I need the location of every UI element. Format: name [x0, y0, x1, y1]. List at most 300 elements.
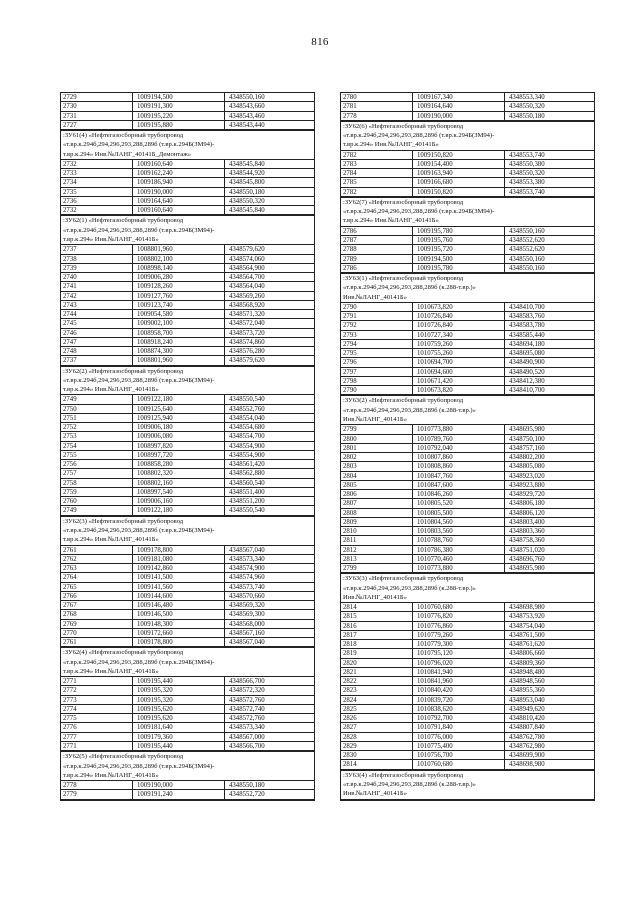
x-coordinate-cell: 1010791,840	[413, 723, 505, 731]
point-number-cell: 2730	[61, 102, 133, 110]
table-row	[61, 292, 314, 301]
table-row	[341, 640, 594, 649]
x-coordinate-cell: 1009148,300	[133, 620, 225, 628]
table-row	[61, 546, 314, 555]
table-row	[61, 488, 314, 497]
table-row	[61, 686, 314, 695]
parcel-header-line: :ЗУ62(1) «Нефтегазосборный трубопровод	[63, 217, 184, 225]
y-coordinate-cell: 4348552,720	[229, 791, 265, 799]
x-coordinate-cell: 1009006,080	[133, 432, 225, 440]
point-number-cell: 2745	[61, 319, 133, 327]
x-coordinate-cell: 1010673,820	[413, 386, 505, 394]
point-number-cell: 2802	[341, 453, 413, 461]
parcel-header-line: Инв.№ЛАНГ_40141Б»	[343, 790, 408, 798]
y-coordinate-cell: 4348550,180	[229, 188, 265, 196]
table-row	[61, 178, 314, 187]
parcel-header-line: «т.вр.к.294б,294,296,293,288,289б (к.288-т.вр.)»	[343, 781, 476, 788]
y-coordinate-cell: 4348550,180	[229, 782, 265, 790]
x-coordinate-cell: 1010773,880	[413, 564, 505, 572]
table-row	[61, 723, 314, 732]
parcel-header-line: т.вр.к.294» Инв.№ЛАНГ_40141Б»	[343, 217, 439, 225]
point-number-cell: 2786	[341, 264, 413, 272]
point-number-cell: 2737	[61, 356, 133, 364]
y-coordinate-cell: 4348574,960	[229, 574, 265, 582]
parcel-header	[61, 648, 314, 677]
table-row	[341, 546, 594, 555]
parcel-header-line: :ЗУ63(2) «Нефтегазосборный трубопровод	[343, 397, 464, 405]
point-number-cell: 2784	[341, 169, 413, 177]
y-coordinate-cell: 4348762,980	[509, 742, 545, 750]
point-number-cell: 2805	[341, 481, 413, 489]
point-number-cell: 2756	[61, 460, 133, 468]
parcel-header-line: :ЗУ62(6) «Нефтегазосборный трубопровод	[343, 122, 464, 130]
x-coordinate-cell: 1010804,560	[413, 518, 505, 526]
y-coordinate-cell: 4348553,740	[509, 188, 545, 196]
y-coordinate-cell: 4348810,420	[509, 715, 545, 723]
x-coordinate-cell: 1008801,960	[133, 245, 225, 253]
y-coordinate-cell: 4348948,480	[509, 668, 545, 676]
parcel-block	[60, 366, 315, 516]
x-coordinate-cell: 1010756,700	[413, 751, 505, 759]
y-coordinate-cell: 4348694,180	[509, 340, 545, 348]
x-coordinate-cell: 1009195,220	[133, 112, 225, 120]
table-row	[61, 206, 314, 215]
table-row	[61, 696, 314, 705]
point-number-cell: 2810	[341, 527, 413, 535]
point-number-cell: 2772	[61, 686, 133, 694]
point-number-cell: 2827	[341, 723, 413, 731]
x-coordinate-cell: 1010846,260	[413, 490, 505, 498]
parcel-header	[61, 216, 314, 245]
x-coordinate-cell: 1009160,640	[133, 206, 225, 214]
x-coordinate-cell: 1009122,180	[133, 506, 225, 514]
x-coordinate-cell: 1010776,860	[413, 622, 505, 630]
parcel-header	[341, 198, 594, 227]
x-coordinate-cell: 1010770,460	[413, 555, 505, 563]
point-number-cell: 2746	[61, 329, 133, 337]
y-coordinate-cell: 4348553,740	[509, 151, 545, 159]
x-coordinate-cell: 1009195,620	[133, 714, 225, 722]
point-number-cell: 2762	[61, 555, 133, 563]
table-row	[61, 310, 314, 319]
table-row	[341, 151, 594, 160]
left-coordinate-table	[60, 92, 315, 801]
parcel-header-line: т.вр.к.294» Инв.№ЛАНГ_40141Б_Демонтаж»	[63, 150, 192, 158]
x-coordinate-cell: 1010726,840	[413, 321, 505, 329]
x-coordinate-cell: 1009006,180	[133, 423, 225, 431]
parcel-block	[60, 751, 315, 800]
y-coordinate-cell: 4348543,660	[229, 103, 265, 111]
y-coordinate-cell: 4348567,000	[229, 733, 265, 741]
y-coordinate-cell: 4348572,040	[229, 320, 265, 328]
y-coordinate-cell: 4348550,160	[509, 264, 545, 272]
table-row	[61, 592, 314, 601]
point-number-cell: 2749	[61, 395, 133, 403]
y-coordinate-cell: 4348573,720	[229, 329, 265, 337]
y-coordinate-cell: 4348572,760	[229, 715, 265, 723]
x-coordinate-cell: 1009195,780	[413, 264, 505, 272]
x-coordinate-cell: 1009150,820	[413, 151, 505, 159]
table-row	[341, 705, 594, 714]
x-coordinate-cell: 1009146,500	[133, 610, 225, 618]
x-coordinate-cell: 1009142,860	[133, 564, 225, 572]
y-coordinate-cell: 4348544,920	[229, 170, 265, 178]
table-row	[61, 255, 314, 264]
y-coordinate-cell: 4348545,840	[229, 207, 265, 215]
parcel-header-line: «т.вр.к.294б,294,296,293,288,289б (к.288-т.вр.)»	[343, 284, 476, 292]
point-number-cell: 2829	[341, 742, 413, 750]
x-coordinate-cell: 1008802,160	[133, 479, 225, 487]
point-number-cell: 2757	[61, 469, 133, 477]
x-coordinate-cell: 1009141,560	[133, 583, 225, 591]
table-row	[341, 714, 594, 723]
table-row	[61, 460, 314, 469]
y-coordinate-cell: 4348805,080	[509, 463, 545, 471]
x-coordinate-cell: 1010775,400	[413, 742, 505, 750]
x-coordinate-cell: 1009166,680	[413, 178, 505, 186]
parcel-header	[61, 367, 314, 396]
x-coordinate-cell: 1009002,100	[133, 319, 225, 327]
parcel-header-line: т.вр.к.294» Инв.№ЛАНГ_40141Б»	[63, 536, 159, 544]
x-coordinate-cell: 1010779,300	[413, 640, 505, 648]
table-row	[341, 358, 594, 367]
parcel-block	[60, 130, 315, 215]
point-number-cell: 2816	[341, 622, 413, 630]
table-row	[61, 347, 314, 356]
y-coordinate-cell: 4348574,900	[229, 565, 265, 573]
table-row	[341, 264, 594, 273]
parcel-block	[340, 197, 595, 273]
y-coordinate-cell: 4348553,380	[509, 179, 545, 187]
y-coordinate-cell: 4348572,320	[229, 687, 265, 695]
y-coordinate-cell: 4348412,380	[509, 377, 545, 385]
table-row	[341, 536, 594, 545]
table-row	[341, 368, 594, 377]
x-coordinate-cell: 1010796,020	[413, 659, 505, 667]
x-coordinate-cell: 1010694,700	[413, 358, 505, 366]
table-row	[61, 169, 314, 178]
x-coordinate-cell: 1009179,360	[133, 733, 225, 741]
x-coordinate-cell: 1010792,700	[413, 714, 505, 722]
table-row	[61, 555, 314, 564]
parcel-header-line: :ЗУ62(5) «Нефтегазосборный трубопровод	[63, 753, 184, 761]
point-number-cell: 2765	[61, 583, 133, 591]
point-number-cell: 2819	[341, 649, 413, 657]
point-number-cell: 2825	[341, 705, 413, 713]
point-number-cell: 2727	[61, 121, 133, 129]
parcel-header-line: :ЗУ63(4) «Нефтегазосборный трубопровод	[343, 771, 464, 779]
table-row	[341, 723, 594, 732]
table-row	[61, 469, 314, 478]
y-coordinate-cell: 4348803,400	[509, 518, 545, 526]
x-coordinate-cell: 1009164,640	[133, 197, 225, 205]
y-coordinate-cell: 4348802,200	[509, 454, 545, 462]
y-coordinate-cell: 4348758,360	[509, 537, 545, 545]
y-coordinate-cell: 4348753,920	[509, 613, 545, 621]
parcel-block	[60, 516, 315, 648]
y-coordinate-cell: 4348574,860	[229, 338, 265, 346]
y-coordinate-cell: 4348953,040	[509, 696, 545, 704]
table-row	[341, 659, 594, 668]
table-row	[341, 481, 594, 490]
y-coordinate-cell: 4348923,880	[509, 481, 545, 489]
y-coordinate-cell: 4348695,080	[509, 350, 545, 358]
y-coordinate-cell: 4348567,160	[229, 629, 265, 637]
y-coordinate-cell: 4348551,200	[229, 498, 265, 506]
y-coordinate-cell: 4348554,900	[229, 451, 265, 459]
x-coordinate-cell: 1010776,000	[413, 733, 505, 741]
x-coordinate-cell: 1010847,600	[413, 481, 505, 489]
table-row	[341, 160, 594, 169]
point-number-cell: 2821	[341, 668, 413, 676]
table-row	[61, 102, 314, 111]
x-coordinate-cell: 1009054,580	[133, 310, 225, 318]
parcel-header-line: «т.вр.к.294б,294,296,293,288,289б (т.вр.к.294Б(ЗМ94)-	[63, 226, 215, 234]
parcel-block	[340, 121, 595, 197]
table-row	[341, 227, 594, 236]
point-number-cell: 2734	[61, 178, 133, 186]
table-row	[341, 686, 594, 695]
y-coordinate-cell: 4348543,440	[229, 121, 265, 129]
x-coordinate-cell: 1009194,500	[133, 93, 225, 101]
table-row	[61, 356, 314, 365]
x-coordinate-cell: 1010841,960	[413, 677, 505, 685]
parcel-header-line: «т.вр.к.294б,294,296,293,288,289б (т.вр.к.294Б(ЗМ94)-	[63, 526, 215, 534]
y-coordinate-cell: 4348761,620	[509, 641, 545, 649]
table-row	[61, 583, 314, 592]
x-coordinate-cell: 1009125,640	[133, 405, 225, 413]
table-row	[341, 742, 594, 751]
point-number-cell: 2786	[341, 227, 413, 235]
x-coordinate-cell: 1009195,720	[413, 245, 505, 253]
y-coordinate-cell: 4348554,700	[229, 433, 265, 441]
x-coordinate-cell: 1010759,260	[413, 340, 505, 348]
parcel-header-line: :ЗУ63(3) «Нефтегазосборный трубопровод	[343, 575, 464, 583]
parcel-header-line: «т.вр.к.294б,294,296,293,288,289б (к.288-т.вр.)»	[343, 584, 476, 592]
point-number-cell: 2822	[341, 677, 413, 685]
x-coordinate-cell: 1009178,800	[133, 638, 225, 646]
y-coordinate-cell: 4348806,660	[509, 650, 545, 658]
point-number-cell: 2818	[341, 640, 413, 648]
table-row	[61, 479, 314, 488]
y-coordinate-cell: 4348554,040	[229, 414, 265, 422]
point-number-cell: 2809	[341, 518, 413, 526]
point-number-cell: 2782	[341, 188, 413, 196]
table-row	[61, 329, 314, 338]
x-coordinate-cell: 1009006,160	[133, 497, 225, 505]
table-row	[61, 629, 314, 638]
x-coordinate-cell: 1010839,720	[413, 696, 505, 704]
y-coordinate-cell: 4348573,340	[229, 555, 265, 563]
point-number-cell: 2740	[61, 273, 133, 281]
table-row	[341, 245, 594, 254]
y-coordinate-cell: 4348564,700	[229, 274, 265, 282]
x-coordinate-cell: 1009167,340	[413, 93, 505, 101]
point-number-cell: 2800	[341, 435, 413, 443]
x-coordinate-cell: 1009146,480	[133, 601, 225, 609]
y-coordinate-cell: 4348410,700	[509, 303, 545, 311]
parcel-block	[60, 92, 315, 130]
y-coordinate-cell: 4348579,620	[229, 357, 265, 365]
point-number-cell: 2814	[341, 603, 413, 611]
y-coordinate-cell: 4348579,620	[229, 246, 265, 254]
x-coordinate-cell: 1010792,040	[413, 444, 505, 452]
parcel-header-line: :ЗУ62(3) «Нефтегазосборный трубопровод	[63, 517, 184, 525]
y-coordinate-cell: 4348552,760	[229, 405, 265, 413]
point-number-cell: 2797	[341, 368, 413, 376]
table-row	[61, 301, 314, 310]
table-row	[61, 395, 314, 404]
point-number-cell: 2761	[61, 638, 133, 646]
y-coordinate-cell: 4348948,560	[509, 678, 545, 686]
x-coordinate-cell: 1010789,760	[413, 435, 505, 443]
table-row	[61, 338, 314, 347]
parcel-header	[341, 574, 594, 603]
x-coordinate-cell: 1009195,760	[413, 236, 505, 244]
y-coordinate-cell: 4348545,840	[229, 160, 265, 168]
point-number-cell: 2770	[61, 629, 133, 637]
table-row	[61, 790, 314, 799]
table-row	[61, 601, 314, 610]
parcel-header-line: т.вр.к.294» Инв.№ЛАНГ_40141Б»	[343, 141, 439, 149]
y-coordinate-cell: 4348550,320	[509, 170, 545, 178]
point-number-cell: 2775	[61, 714, 133, 722]
point-number-cell: 2773	[61, 696, 133, 704]
y-coordinate-cell: 4348698,980	[509, 761, 545, 769]
table-row	[61, 188, 314, 197]
x-coordinate-cell: 1010694,600	[413, 368, 505, 376]
x-coordinate-cell: 1009191,240	[133, 790, 225, 798]
parcel-block	[340, 573, 595, 769]
y-coordinate-cell: 4348553,340	[509, 94, 545, 101]
point-number-cell: 2749	[61, 506, 133, 514]
point-number-cell: 2729	[61, 93, 133, 101]
right-coordinate-table	[340, 92, 595, 801]
x-coordinate-cell: 1009186,940	[133, 178, 225, 186]
x-coordinate-cell: 1009195,320	[133, 686, 225, 694]
x-coordinate-cell: 1010803,560	[413, 527, 505, 535]
point-number-cell: 2780	[341, 93, 413, 101]
table-row	[341, 555, 594, 564]
table-row	[341, 444, 594, 453]
x-coordinate-cell: 1010847,760	[413, 472, 505, 480]
point-number-cell: 2793	[341, 331, 413, 339]
y-coordinate-cell: 4348564,900	[229, 264, 265, 272]
table-row	[341, 435, 594, 444]
point-number-cell: 2741	[61, 282, 133, 290]
point-number-cell: 2828	[341, 733, 413, 741]
table-row	[341, 386, 594, 395]
y-coordinate-cell: 4348695,980	[509, 426, 545, 434]
parcel-header	[61, 752, 314, 781]
point-number-cell: 2748	[61, 347, 133, 355]
y-coordinate-cell: 4348562,880	[229, 470, 265, 478]
point-number-cell: 2777	[61, 733, 133, 741]
y-coordinate-cell: 4348490,520	[509, 368, 545, 376]
table-row	[61, 506, 314, 515]
table-row	[341, 303, 594, 312]
y-coordinate-cell: 4348572,740	[229, 705, 265, 713]
table-row	[61, 733, 314, 742]
x-coordinate-cell: 1010673,820	[413, 303, 505, 311]
point-number-cell: 2801	[341, 444, 413, 452]
table-row	[61, 121, 314, 130]
y-coordinate-cell: 4348955,360	[509, 687, 545, 695]
x-coordinate-cell: 1009164,640	[413, 102, 505, 110]
point-number-cell: 2778	[61, 781, 133, 789]
table-row	[61, 610, 314, 619]
y-coordinate-cell: 4348545,800	[229, 179, 265, 187]
y-coordinate-cell: 4348573,740	[229, 583, 265, 591]
parcel-header-line: :ЗУ62(4) «Нефтегазосборный трубопровод	[63, 649, 184, 657]
point-number-cell: 2790	[341, 386, 413, 394]
x-coordinate-cell: 1008802,100	[133, 255, 225, 263]
point-number-cell: 2799	[341, 564, 413, 572]
parcel-header-line: т.вр.к.294» Инв.№ЛАНГ_40141Б»	[63, 771, 159, 779]
table-row	[341, 331, 594, 340]
point-number-cell: 2760	[61, 497, 133, 505]
parcel-header	[341, 771, 594, 800]
table-row	[341, 668, 594, 677]
x-coordinate-cell: 1010773,880	[413, 425, 505, 433]
y-coordinate-cell: 4348569,320	[229, 602, 265, 610]
parcel-block	[60, 215, 315, 365]
x-coordinate-cell: 1009181,640	[133, 723, 225, 731]
table-row	[341, 169, 594, 178]
point-number-cell: 2807	[341, 499, 413, 507]
table-row	[61, 705, 314, 714]
point-number-cell: 2788	[341, 245, 413, 253]
x-coordinate-cell: 1010795,120	[413, 649, 505, 657]
parcel-header-line: «т.вр.к.294б,294,296,293,288,289б (т.вр.к.294Б(ЗМ94)-	[63, 762, 215, 770]
parcel-header	[341, 122, 594, 151]
table-row	[341, 472, 594, 481]
parcel-header-line: «т.вр.к.294б,294,296,293,288,289б (т.вр.к.294Б(ЗМ94)-	[343, 208, 495, 216]
x-coordinate-cell: 1008858,280	[133, 460, 225, 468]
parcel-header-line: :ЗУ61(4) «Нефтегазосборный трубопровод	[63, 132, 184, 139]
x-coordinate-cell: 1010760,680	[413, 760, 505, 768]
point-number-cell: 2785	[341, 178, 413, 186]
x-coordinate-cell: 1010776,820	[413, 612, 505, 620]
point-number-cell: 2759	[61, 488, 133, 496]
parcel-header	[341, 396, 594, 425]
table-row	[61, 742, 314, 751]
y-coordinate-cell: 4348761,500	[509, 631, 545, 639]
table-row	[341, 349, 594, 358]
x-coordinate-cell: 1009127,760	[133, 292, 225, 300]
y-coordinate-cell: 4348806,120	[509, 509, 545, 517]
table-row	[61, 781, 314, 790]
y-coordinate-cell: 4348569,300	[229, 611, 265, 619]
x-coordinate-cell: 1009195,320	[133, 696, 225, 704]
point-number-cell: 2789	[341, 255, 413, 263]
y-coordinate-cell: 4348567,040	[229, 546, 265, 554]
table-row	[341, 564, 594, 573]
y-coordinate-cell: 4348923,020	[509, 472, 545, 480]
x-coordinate-cell: 1009154,400	[413, 160, 505, 168]
parcel-header-line: «т.вр.к.294б,294,296,293,288,289б (т.вр.к.294Б(ЗМ94)-	[63, 376, 215, 384]
point-number-cell: 2742	[61, 292, 133, 300]
y-coordinate-cell: 4348754,040	[509, 622, 545, 630]
x-coordinate-cell: 1010755,260	[413, 349, 505, 357]
point-number-cell: 2764	[61, 573, 133, 581]
table-row	[341, 377, 594, 386]
point-number-cell: 2823	[341, 686, 413, 694]
point-number-cell: 2794	[341, 340, 413, 348]
table-row	[341, 751, 594, 760]
table-row	[61, 564, 314, 573]
point-number-cell: 2735	[61, 188, 133, 196]
